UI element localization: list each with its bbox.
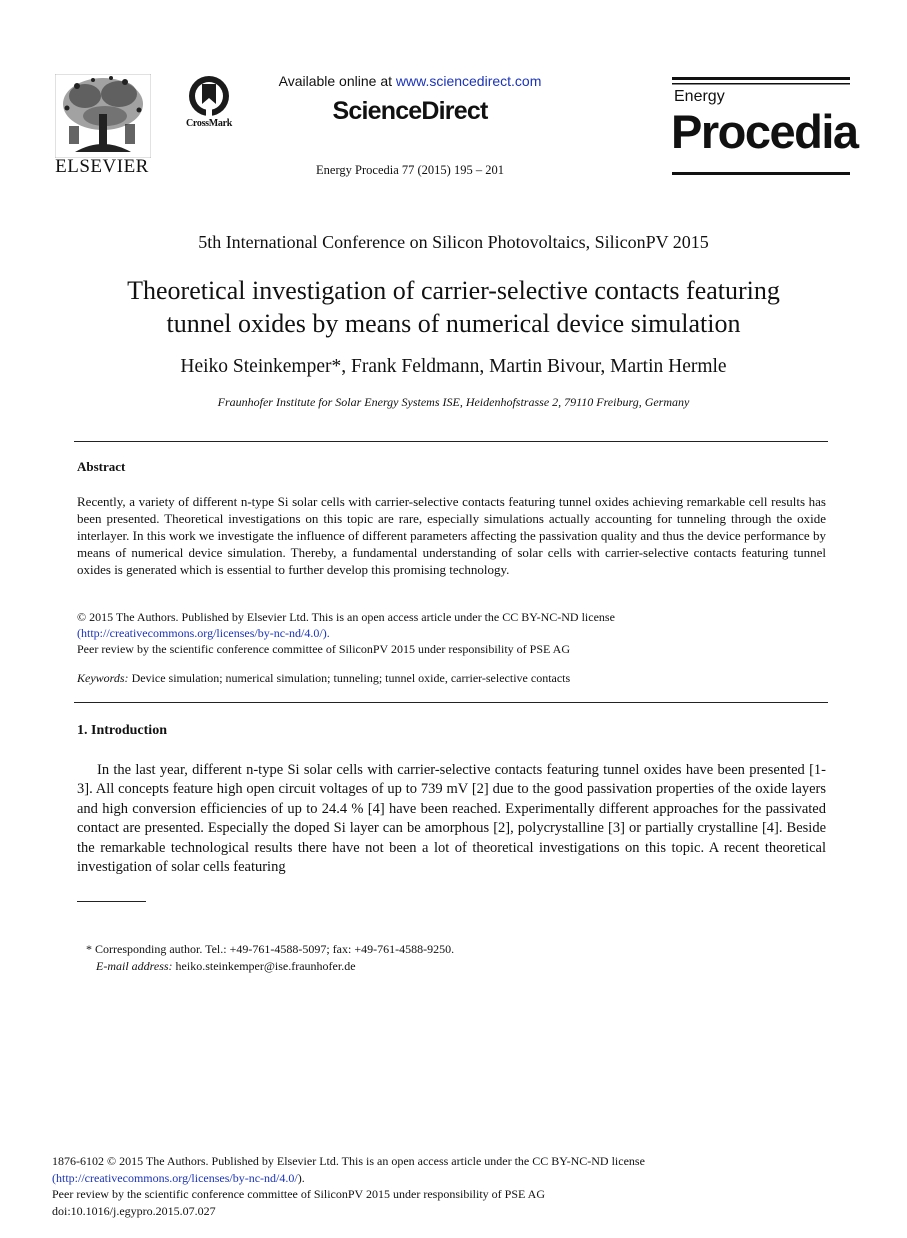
section-divider-top bbox=[74, 441, 828, 442]
journal-reference: Energy Procedia 77 (2015) 195 – 201 bbox=[316, 163, 504, 177]
abstract-text: Recently, a variety of different n-type Si solar cells with carrier-selective contacts featuring tunnel oxides achieving remarkable cell results has been presented. Theoretical investigations on this topic are rare, especially simulations actually accounting for tunneling through the oxide interlayer. In this work we investigate the influence of different parameters affecting the passivation quality and thus the device performance by means of numerical device simulation. Thereby, a fundamental understanding of solar cells with carrier-selective contacts featuring tunnel oxides is generated which is essential to further develop this promising technology. bbox=[77, 494, 826, 577]
email-label: E-mail address: bbox=[96, 959, 173, 973]
elsevier-wordmark: ELSEVIER bbox=[55, 156, 149, 177]
sciencedirect-logo-text: ScienceDirect bbox=[332, 97, 488, 125]
conference-name: 5th International Conference on Silicon Photovoltaics, SiliconPV 2015 bbox=[198, 232, 709, 252]
sciencedirect-url-link[interactable]: www.sciencedirect.com bbox=[395, 73, 542, 89]
peer-review-line: Peer review by the scientific conference committee of SiliconPV 2015 under responsibility of PSE AG bbox=[77, 642, 571, 656]
available-online-label: Available online at bbox=[278, 73, 396, 89]
crossmark-label: CrossMark bbox=[185, 118, 232, 129]
author-affiliation: Fraunhofer Institute for Solar Energy Systems ISE, Heidenhofstrasse 2, 79110 Freiburg, Germany bbox=[217, 395, 690, 409]
available-online-line bbox=[230, 73, 590, 89]
journal-logo-bottom-rule bbox=[672, 172, 850, 175]
keywords-label: Keywords: bbox=[77, 671, 129, 685]
abstract-heading: Abstract bbox=[77, 459, 126, 474]
bottom-license-url-link[interactable]: (http://creativecommons.org/licenses/by-nc-nd/4.0/ bbox=[52, 1170, 298, 1185]
bottom-license-close: ). bbox=[297, 1170, 305, 1185]
license-block bbox=[77, 609, 826, 657]
corresponding-author-note: * Corresponding author. Tel.: +49-761-4588-5097; fax: +49-761-4588-9250. bbox=[86, 942, 455, 956]
introduction-heading: 1. Introduction bbox=[77, 723, 167, 738]
bottom-license-line bbox=[52, 1170, 852, 1187]
section-divider-bottom bbox=[74, 702, 828, 703]
introduction-text: In the last year, different n-type Si solar cells with carrier-selective contacts featuring tunnel oxides have been presented [1-3]. All concepts feature high open circuit voltages of up to 739 mV [2] due to the good passivation properties of the oxide layers and high conversion efficiencies of up to 24.4 % [4] have been reached. Experimentally different approaches for the passivated contact are presented. Especially the doped Si layer can be amorphous [2], polycrystalline [3] or partially crystalline [4]. Beside the remarkable technological results there have not been a lot of theoretical investigations on this topic. A recent theoretical investigation of solar cells featuring bbox=[77, 762, 826, 876]
keywords-line bbox=[77, 671, 826, 686]
bottom-metadata bbox=[52, 1153, 852, 1219]
license-url-link[interactable]: (http://creativecommons.org/licenses/by-nc-nd/4.0/). bbox=[77, 626, 330, 640]
journal-logo-energy: Energy bbox=[674, 88, 725, 105]
issn-copyright-line: 1876-6102 © 2015 The Authors. Published by Elsevier Ltd. This is an open access article under the CC BY-NC-ND license bbox=[52, 1154, 645, 1168]
journal-logo-procedia: Procedia bbox=[671, 105, 858, 158]
footnote bbox=[86, 941, 786, 975]
article-title-line-2: tunnel oxides by means of numerical device simulation bbox=[166, 309, 741, 338]
article-title bbox=[60, 274, 847, 340]
article-title-line-1: Theoretical investigation of carrier-selective contacts featuring bbox=[127, 276, 780, 305]
journal-logo-top-rules bbox=[672, 74, 850, 84]
author-list: Heiko Steinkemper*, Frank Feldmann, Martin Bivour, Martin Hermle bbox=[180, 356, 727, 377]
copyright-line: © 2015 The Authors. Published by Elsevier Ltd. This is an open access article under the CC BY-NC-ND license bbox=[77, 610, 615, 624]
email-line bbox=[86, 958, 786, 975]
keywords-list: Device simulation; numerical simulation; tunneling; tunnel oxide, carrier-selective contacts bbox=[128, 671, 571, 685]
email-address[interactable]: heiko.steinkemper@ise.fraunhofer.de bbox=[172, 959, 356, 973]
bottom-peer-review-line: Peer review by the scientific conference committee of SiliconPV 2015 under responsibility of PSE AG bbox=[52, 1187, 546, 1201]
footnote-divider bbox=[77, 901, 146, 902]
doi-line[interactable]: doi:10.1016/j.egypro.2015.07.027 bbox=[52, 1203, 216, 1218]
